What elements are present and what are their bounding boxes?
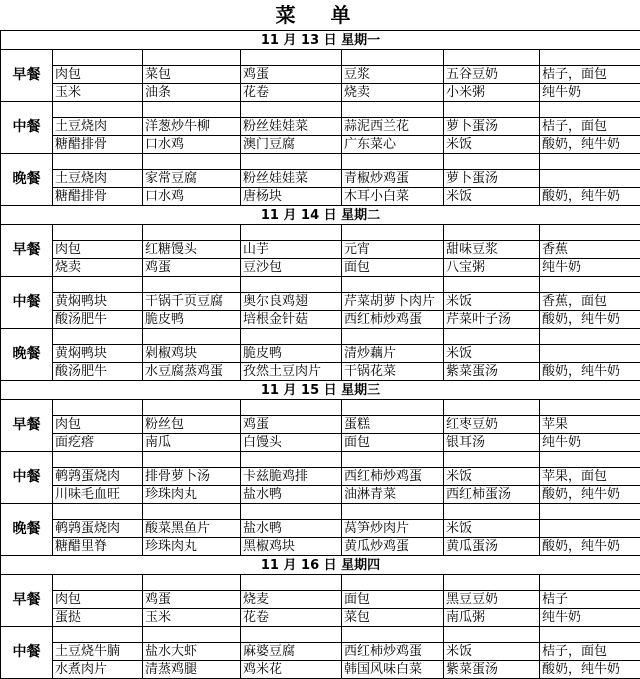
dish-cell: 油条 [143,84,241,102]
spacer-row [1,452,640,468]
dish-cell: 油淋青菜 [342,486,444,504]
empty-cell [540,50,640,66]
dish-cell: 烧卖 [53,259,143,277]
dish-row [1,241,640,259]
dish-cell: 西红柿炒鸡蛋 [342,643,444,661]
spacer-row [1,400,640,416]
dish-cell: 面包 [342,259,444,277]
dish-cell: 红枣豆奶 [444,416,540,434]
dish-cell: 烧卖 [342,84,444,102]
dish-cell: 水豆腐蒸鸡蛋 [143,363,241,381]
dish-cell: 紫菜蛋汤 [444,363,540,381]
dish-cell: 花卷 [241,609,342,627]
dish-row [1,661,640,679]
dish-cell: 蒜泥西兰花 [342,118,444,136]
dish-cell: 小米粥 [444,84,540,102]
dish-cell: 酸菜黑鱼片 [143,520,241,538]
empty-cell [342,225,444,241]
empty-cell [241,627,342,643]
dish-cell: 玉米 [143,609,241,627]
dish-cell: 奥尔良鸡翅 [241,293,342,311]
empty-cell [444,329,540,345]
empty-cell [241,225,342,241]
dish-cell [540,345,640,363]
dish-cell: 蛋糕 [342,416,444,434]
dish-cell: 洋葱炒牛柳 [143,118,241,136]
date-label: 11 月 13 日 星期一 [1,31,640,50]
empty-cell [143,452,241,468]
empty-cell [53,575,143,591]
empty-cell [444,225,540,241]
dish-cell: 香蕉 [540,241,640,259]
empty-cell [342,400,444,416]
dish-cell: 紫菜蛋汤 [444,661,540,679]
empty-cell [241,154,342,170]
dish-cell: 桔子，面包 [540,118,640,136]
meal-label: 晚餐 [1,329,53,381]
empty-cell [540,102,640,118]
date-label: 11 月 15 日 星期三 [1,381,640,400]
meal-label: 晚餐 [1,504,53,556]
meal-label: 早餐 [1,50,53,102]
dish-cell: 豆浆 [342,66,444,84]
dish-cell: 苹果，面包 [540,468,640,486]
dish-row [1,311,640,329]
empty-cell [540,154,640,170]
dish-row [1,643,640,661]
dish-cell: 桔子，面包 [540,643,640,661]
dish-cell: 酸奶，纯牛奶 [540,363,640,381]
dish-cell: 培根金针菇 [241,311,342,329]
empty-cell [342,50,444,66]
dish-cell: 酸奶，纯牛奶 [540,486,640,504]
dish-cell: 元宵 [342,241,444,259]
dish-cell: 酸奶，纯牛奶 [540,311,640,329]
meal-label: 中餐 [1,102,53,154]
empty-cell [342,154,444,170]
dish-cell: 纯牛奶 [540,434,640,452]
empty-cell [143,329,241,345]
dish-cell: 五谷豆奶 [444,66,540,84]
empty-cell [342,277,444,293]
dish-row [1,591,640,609]
dish-cell: 家常豆腐 [143,170,241,188]
spacer-row [1,50,640,66]
empty-cell [444,452,540,468]
dish-row [1,84,640,102]
dish-cell: 米饭 [444,345,540,363]
dish-cell: 排骨萝卜汤 [143,468,241,486]
spacer-row [1,154,640,170]
empty-cell [53,329,143,345]
empty-cell [143,504,241,520]
dish-row [1,293,640,311]
meal-label: 中餐 [1,627,53,679]
dish-cell: 鸡米花 [241,661,342,679]
dish-cell: 脆皮鸭 [241,345,342,363]
dish-cell: 菜包 [342,609,444,627]
dish-cell: 肉包 [53,591,143,609]
date-row [1,31,640,50]
dish-cell: 桔子 [540,591,640,609]
dish-row [1,416,640,434]
empty-cell [444,102,540,118]
empty-cell [540,575,640,591]
empty-cell [53,627,143,643]
dish-row [1,363,640,381]
empty-cell [241,277,342,293]
dish-cell: 黄瓜蛋汤 [444,538,540,556]
empty-cell [444,504,540,520]
dish-cell: 青椒炒鸡蛋 [342,170,444,188]
dish-cell: 盐水鸭 [241,486,342,504]
dish-cell: 红糖馒头 [143,241,241,259]
dish-cell [540,170,640,188]
empty-cell [540,400,640,416]
dish-cell: 白馒头 [241,434,342,452]
dish-cell: 西红柿炒鸡蛋 [342,468,444,486]
spacer-row [1,504,640,520]
dish-cell: 鹌鹑蛋烧肉 [53,520,143,538]
empty-cell [53,452,143,468]
dish-cell: 米饭 [444,520,540,538]
empty-cell [241,504,342,520]
dish-row [1,118,640,136]
dish-cell: 土豆烧肉 [53,170,143,188]
empty-cell [444,400,540,416]
dish-cell: 苹果 [540,416,640,434]
dish-cell: 孜然土豆肉片 [241,363,342,381]
empty-cell [444,277,540,293]
empty-cell [143,154,241,170]
dish-cell: 鸡蛋 [241,66,342,84]
dish-cell: 干锅千页豆腐 [143,293,241,311]
empty-cell [53,225,143,241]
dish-row [1,188,640,206]
empty-cell [143,102,241,118]
dish-row [1,520,640,538]
empty-cell [143,627,241,643]
dish-cell: 土豆烧牛腩 [53,643,143,661]
dish-cell: 花卷 [241,84,342,102]
dish-cell: 清蒸鸡腿 [143,661,241,679]
dish-row [1,434,640,452]
dish-row [1,136,640,154]
empty-cell [540,329,640,345]
dish-cell: 卡兹脆鸡排 [241,468,342,486]
dish-cell: 面包 [342,434,444,452]
meal-label: 晚餐 [1,154,53,206]
dish-row [1,486,640,504]
meal-label: 早餐 [1,575,53,627]
dish-cell: 八宝粥 [444,259,540,277]
dish-cell: 南瓜 [143,434,241,452]
dish-cell: 唐杨块 [241,188,342,206]
spacer-row [1,277,640,293]
dish-cell: 南瓜粥 [444,609,540,627]
dish-cell: 面疙瘩 [53,434,143,452]
dish-cell: 盐水鸭 [241,520,342,538]
dish-cell: 土豆烧肉 [53,118,143,136]
dish-cell: 米饭 [444,468,540,486]
dish-cell: 纯牛奶 [540,609,640,627]
dish-cell: 西红柿蛋汤 [444,486,540,504]
dish-cell: 米饭 [444,188,540,206]
dish-cell: 山芋 [241,241,342,259]
spacer-row [1,102,640,118]
empty-cell [241,50,342,66]
spacer-row [1,225,640,241]
dish-cell: 米饭 [444,136,540,154]
dish-cell: 脆皮鸭 [143,311,241,329]
dish-cell: 纯牛奶 [540,259,640,277]
empty-cell [53,400,143,416]
dish-cell: 剁椒鸡块 [143,345,241,363]
dish-cell: 木耳小白菜 [342,188,444,206]
dish-row [1,609,640,627]
dish-cell: 糖醋排骨 [53,188,143,206]
empty-cell [53,504,143,520]
dish-cell: 黑椒鸡块 [241,538,342,556]
dish-cell: 酸奶，纯牛奶 [540,661,640,679]
dish-cell: 鹌鹑蛋烧肉 [53,468,143,486]
empty-cell [53,277,143,293]
dish-cell: 酸奶，纯牛奶 [540,538,640,556]
dish-cell: 盐水大虾 [143,643,241,661]
dish-cell: 酸汤肥牛 [53,363,143,381]
dish-cell: 芹菜胡萝卜肉片 [342,293,444,311]
empty-cell [241,329,342,345]
empty-cell [143,50,241,66]
empty-cell [540,225,640,241]
dish-cell: 糖醋里脊 [53,538,143,556]
empty-cell [444,627,540,643]
meal-label: 中餐 [1,452,53,504]
dish-cell: 肉包 [53,66,143,84]
dish-cell: 面包 [342,591,444,609]
empty-cell [540,504,640,520]
empty-cell [444,50,540,66]
dish-cell: 香蕉，面包 [540,293,640,311]
empty-cell [53,50,143,66]
empty-cell [241,575,342,591]
date-label: 11 月 16 日 星期四 [1,556,640,575]
dish-cell: 鸡蛋 [143,259,241,277]
empty-cell [241,400,342,416]
dish-row [1,538,640,556]
dish-cell: 萝卜蛋汤 [444,170,540,188]
dish-cell: 黄焖鸭块 [53,293,143,311]
empty-cell [53,102,143,118]
dish-row [1,66,640,84]
meal-label: 早餐 [1,225,53,277]
dish-cell: 酸汤肥牛 [53,311,143,329]
dish-cell: 韩国风味白菜 [342,661,444,679]
dish-cell: 萝卜蛋汤 [444,118,540,136]
dish-cell: 粉丝娃娃菜 [241,118,342,136]
dish-cell: 广东菜心 [342,136,444,154]
dish-cell: 口水鸡 [143,188,241,206]
empty-cell [540,627,640,643]
dish-cell: 粉丝包 [143,416,241,434]
dish-cell: 纯牛奶 [540,84,640,102]
dish-cell: 酸奶，纯牛奶 [540,136,640,154]
empty-cell [342,627,444,643]
dish-cell: 银耳汤 [444,434,540,452]
empty-cell [53,154,143,170]
date-row [1,381,640,400]
dish-cell: 川味毛血旺 [53,486,143,504]
empty-cell [241,102,342,118]
dish-cell: 西红柿炒鸡蛋 [342,311,444,329]
empty-cell [342,452,444,468]
empty-cell [342,329,444,345]
dish-cell: 芹菜叶子汤 [444,311,540,329]
empty-cell [143,277,241,293]
empty-cell [143,225,241,241]
dish-cell: 米饭 [444,643,540,661]
dish-cell: 酸奶，纯牛奶 [540,188,640,206]
dish-cell [540,520,640,538]
empty-cell [143,400,241,416]
empty-cell [444,575,540,591]
dish-cell: 水煮肉片 [53,661,143,679]
empty-cell [540,277,640,293]
spacer-row [1,329,640,345]
dish-cell: 桔子，面包 [540,66,640,84]
dish-cell: 肉包 [53,241,143,259]
dish-cell: 玉米 [53,84,143,102]
spacer-row [1,627,640,643]
dish-row [1,468,640,486]
meal-label: 中餐 [1,277,53,329]
dish-cell: 豆沙包 [241,259,342,277]
spacer-row [1,575,640,591]
dish-cell: 口水鸡 [143,136,241,154]
empty-cell [342,504,444,520]
empty-cell [342,575,444,591]
dish-cell: 蛋挞 [53,609,143,627]
empty-cell [540,452,640,468]
date-row [1,556,640,575]
dish-cell: 甜味豆浆 [444,241,540,259]
dish-cell: 珍珠肉丸 [143,486,241,504]
dish-cell: 澳门豆腐 [241,136,342,154]
dish-cell: 菜包 [143,66,241,84]
menu-table [0,30,640,679]
dish-cell: 烧麦 [241,591,342,609]
dish-cell: 米饭 [444,293,540,311]
dish-cell: 黑豆豆奶 [444,591,540,609]
date-row [1,206,640,225]
empty-cell [143,575,241,591]
dish-row [1,259,640,277]
page-title: 菜 单 [0,0,640,30]
dish-cell: 干锅花菜 [342,363,444,381]
dish-cell: 鸡蛋 [143,591,241,609]
dish-cell: 鸡蛋 [241,416,342,434]
dish-cell: 黄瓜炒鸡蛋 [342,538,444,556]
dish-cell: 清炒藕片 [342,345,444,363]
dish-row [1,170,640,188]
dish-cell: 肉包 [53,416,143,434]
dish-cell: 珍珠肉丸 [143,538,241,556]
dish-cell: 莴笋炒肉片 [342,520,444,538]
meal-label: 早餐 [1,400,53,452]
empty-cell [444,154,540,170]
empty-cell [241,452,342,468]
menu-body [1,31,640,679]
dish-cell: 粉丝娃娃菜 [241,170,342,188]
dish-row [1,345,640,363]
dish-cell: 黄焖鸭块 [53,345,143,363]
date-label: 11 月 14 日 星期二 [1,206,640,225]
dish-cell: 糖醋排骨 [53,136,143,154]
empty-cell [342,102,444,118]
dish-cell: 麻婆豆腐 [241,643,342,661]
